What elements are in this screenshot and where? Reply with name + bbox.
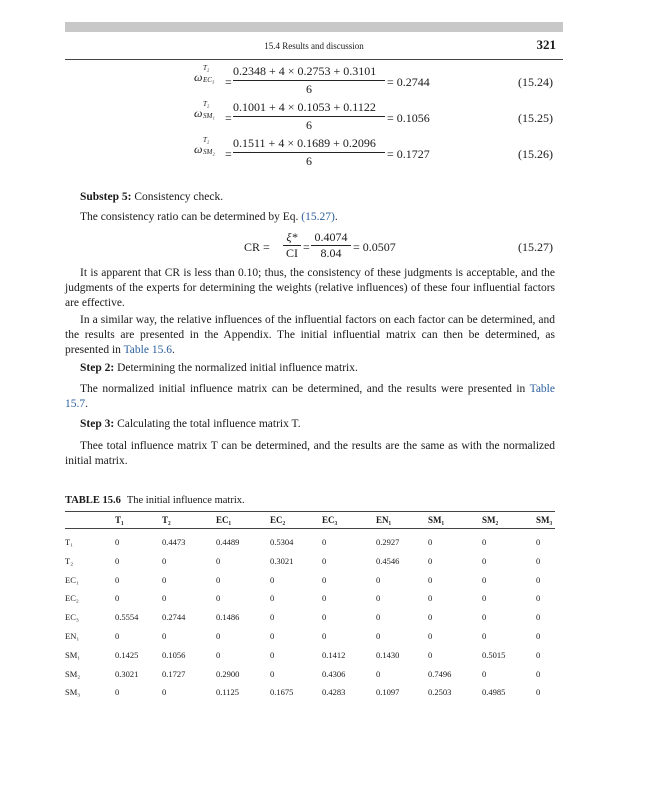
table-cell: 0.5304 bbox=[270, 537, 294, 547]
table-cell: 0 bbox=[536, 687, 541, 698]
table-cell: 0.4473 bbox=[162, 537, 186, 547]
table-cell: 0 bbox=[428, 649, 433, 660]
table-cell: 0 bbox=[270, 593, 275, 604]
table-cell: 0 bbox=[376, 593, 381, 604]
equation-lhs: ω T₂ EC₃ bbox=[194, 64, 215, 84]
table-cell: 0.1486 bbox=[216, 612, 240, 623]
header-rule bbox=[65, 59, 563, 60]
table-cell: 0.5015 bbox=[482, 649, 506, 660]
table-cell: 0.1097 bbox=[376, 687, 400, 698]
table-cell: 0 bbox=[536, 537, 541, 547]
table-cell: 0 bbox=[536, 593, 541, 604]
equation-lhs: ω T₂ SM₁ bbox=[194, 100, 215, 120]
equals-sign: = bbox=[303, 240, 310, 254]
table-cell: 0 bbox=[115, 593, 120, 604]
table-cell: 0 bbox=[482, 612, 487, 623]
table-15-6-link[interactable]: Table 15.6 bbox=[123, 344, 172, 356]
lhs-subscript: EC₃ bbox=[203, 76, 215, 84]
table-caption bbox=[65, 495, 245, 506]
table-cell: 0.4985 bbox=[482, 687, 506, 698]
table-cell: 0.7496 bbox=[428, 668, 452, 679]
paragraph-end: . bbox=[85, 398, 88, 410]
equation-denominator: 6 bbox=[306, 154, 312, 168]
row-header: SM₃ bbox=[65, 687, 81, 698]
table-caption-text: The initial influence matrix. bbox=[126, 495, 245, 506]
equation-15-25 bbox=[0, 100, 648, 140]
table-cell: 0.3021 bbox=[115, 668, 139, 679]
equation-label: (15.26) bbox=[518, 147, 553, 161]
equation-15-26 bbox=[0, 136, 648, 176]
lhs-superscript: T₂ bbox=[203, 136, 210, 144]
table-cell: 0 bbox=[322, 631, 327, 641]
cr-intro-end: . bbox=[334, 211, 338, 223]
top-gray-bar bbox=[65, 22, 563, 32]
paragraph-consistency: It is apparent that CR is less than 0.10; thus, the consistency of these judgments is acceptable, and the judgments of the experts for determining the weights (relative influences) of these four influential factors are effective. bbox=[65, 267, 555, 309]
table-cell: 0 bbox=[482, 537, 487, 547]
table-cell: 0 bbox=[115, 631, 120, 641]
table-cell: 0 bbox=[216, 649, 221, 660]
table-cell: 0 bbox=[376, 668, 381, 679]
table-cell: 0 bbox=[270, 631, 275, 641]
table-cell: 0 bbox=[428, 537, 433, 547]
lhs-subscript: SM₂ bbox=[203, 148, 215, 156]
column-header: T₂ bbox=[162, 515, 171, 525]
equation-label: (15.24) bbox=[518, 75, 553, 89]
table-cell: 0 bbox=[115, 574, 120, 585]
paragraph-total-influence: Thee total influence matrix T can be determined, and the results are the same as with the normalized initial matrix. bbox=[65, 440, 555, 467]
lhs-subscript: SM₁ bbox=[203, 112, 215, 120]
substep-5-label: Substep 5: bbox=[80, 191, 132, 203]
table-cell: 0 bbox=[270, 612, 275, 623]
table-top-rule bbox=[65, 511, 555, 512]
table-cell: 0.1425 bbox=[115, 649, 139, 660]
equals-sign: = bbox=[225, 75, 232, 89]
row-header: SM₁ bbox=[65, 649, 81, 660]
table-cell: 0.2503 bbox=[428, 687, 452, 698]
step-3-label: Step 3: bbox=[80, 418, 115, 430]
step-2-heading bbox=[80, 362, 358, 374]
table-cell: 0.4546 bbox=[376, 555, 400, 566]
fraction-bar bbox=[233, 116, 385, 117]
table-cell: 0 bbox=[322, 537, 327, 547]
fraction-bar bbox=[233, 80, 385, 81]
table-cell: 0.2744 bbox=[162, 612, 186, 623]
table-cell: 0 bbox=[115, 687, 120, 698]
table-cell: 0 bbox=[376, 574, 381, 585]
paragraph-relative-influences bbox=[65, 313, 555, 358]
fraction-bar bbox=[233, 152, 385, 153]
equation-label: (15.27) bbox=[518, 240, 553, 254]
table-cell: 0.1125 bbox=[216, 687, 240, 698]
equation-result: = 0.1727 bbox=[387, 147, 430, 161]
table-cell: 0 bbox=[216, 631, 221, 641]
table-cell: 0 bbox=[162, 593, 167, 604]
table-cell: 0.2900 bbox=[216, 668, 240, 679]
equals-sign: = bbox=[225, 111, 232, 125]
table-cell: 0.4306 bbox=[322, 668, 346, 679]
table-cell: 0 bbox=[322, 593, 327, 604]
column-header: EC₁ bbox=[216, 515, 232, 525]
cr-numerator-1: ξ* bbox=[286, 230, 298, 244]
table-cell: 0 bbox=[376, 631, 381, 641]
equation-15-24 bbox=[0, 64, 648, 104]
table-cell: 0.3021 bbox=[270, 555, 294, 566]
step-3-text: Calculating the total influence matrix T. bbox=[114, 418, 301, 430]
equation-denominator: 6 bbox=[306, 118, 312, 132]
step-3-heading bbox=[80, 418, 301, 430]
equation-denominator: 6 bbox=[306, 82, 312, 96]
table-cell: 0 bbox=[428, 574, 433, 585]
lhs-superscript: T₂ bbox=[203, 64, 210, 72]
table-cell: 0 bbox=[216, 555, 221, 566]
table-header-rule bbox=[65, 528, 555, 529]
paragraph-normalized bbox=[65, 382, 555, 412]
column-header: EC₃ bbox=[322, 515, 338, 525]
column-header: EC₂ bbox=[270, 515, 286, 525]
equation-lhs: ω T₂ SM₂ bbox=[194, 136, 215, 156]
table-cell: 0.2927 bbox=[376, 537, 400, 547]
equation-numerator: 0.1511 + 4 × 0.1689 + 0.2096 bbox=[233, 136, 376, 150]
paragraph-text: In a similar way, the relative influences of the influential factors on each factor can be determined, and the results are presented in the Appendix. The initial influential matrix can then be determined, as presented in bbox=[65, 314, 555, 356]
table-cell: 0 bbox=[115, 537, 120, 547]
step-2-label: Step 2: bbox=[80, 362, 115, 374]
table-cell: 0 bbox=[536, 574, 541, 585]
row-header: T₁ bbox=[65, 537, 74, 547]
table-cell: 0 bbox=[482, 593, 487, 604]
column-header: SM₁ bbox=[428, 515, 445, 525]
cr-intro-text: The consistency ratio can be determined by Eq. bbox=[80, 211, 302, 223]
paragraph-text: The normalized initial influence matrix can be determined, and the results were presented in bbox=[80, 383, 530, 395]
table-cell: 0 bbox=[162, 687, 167, 698]
table-cell: 0 bbox=[270, 574, 275, 585]
lhs-superscript: T₂ bbox=[203, 100, 210, 108]
column-header: T₁ bbox=[115, 515, 124, 525]
table-cell: 0 bbox=[322, 555, 327, 566]
column-header: SM₂ bbox=[482, 515, 499, 525]
table-cell: 0 bbox=[428, 612, 433, 623]
table-cell: 0 bbox=[482, 555, 487, 566]
equation-15-27 bbox=[0, 232, 648, 268]
equation-numerator: 0.1001 + 4 × 0.1053 + 0.1122 bbox=[233, 100, 376, 114]
table-cell: 0.4489 bbox=[216, 537, 240, 547]
row-header: EC₂ bbox=[65, 593, 79, 604]
cr-intro bbox=[80, 211, 338, 223]
table-cell: 0 bbox=[216, 593, 221, 604]
table-cell: 0 bbox=[162, 631, 167, 641]
table-cell: 0.1675 bbox=[270, 687, 294, 698]
table-cell: 0 bbox=[536, 668, 541, 679]
row-header: EN₁ bbox=[65, 631, 80, 641]
substep-5-text: Consistency check. bbox=[131, 191, 224, 203]
column-header: EN₁ bbox=[376, 515, 392, 525]
paragraph-end: . bbox=[171, 344, 175, 356]
table-cell: 0 bbox=[162, 555, 167, 566]
table-cell: 0 bbox=[482, 668, 487, 679]
equation-label: (15.25) bbox=[518, 111, 553, 125]
table-cell: 0 bbox=[536, 612, 541, 623]
table-cell: 0 bbox=[322, 574, 327, 585]
table-cell: 0 bbox=[115, 555, 120, 566]
table-cell: 0 bbox=[376, 612, 381, 623]
row-header: EC₁ bbox=[65, 574, 79, 585]
cr-lhs: CR = bbox=[244, 240, 270, 254]
row-header: EC₃ bbox=[65, 612, 79, 623]
table-cell: 0 bbox=[482, 574, 487, 585]
equation-link[interactable]: (15.27) bbox=[301, 211, 335, 223]
table-cell: 0 bbox=[428, 593, 433, 604]
page-number: 321 bbox=[536, 37, 556, 52]
table-cell: 0.4283 bbox=[322, 687, 346, 698]
table-cell: 0 bbox=[536, 555, 541, 566]
cr-denominator-2: 8.04 bbox=[320, 246, 342, 260]
table-15-7-link[interactable]: Table 15.7 bbox=[65, 383, 555, 410]
table-cell: 0.1412 bbox=[322, 649, 346, 660]
table-cell: 0 bbox=[216, 574, 221, 585]
table-cell: 0 bbox=[536, 631, 541, 641]
cr-denominator-1: CI bbox=[286, 246, 298, 260]
cr-numerator-2: 0.4074 bbox=[314, 230, 348, 244]
table-cell: 0 bbox=[162, 574, 167, 585]
equals-sign: = bbox=[225, 147, 232, 161]
table-cell: 0 bbox=[428, 631, 433, 641]
row-header: SM₂ bbox=[65, 668, 81, 679]
cr-result: = 0.0507 bbox=[353, 240, 396, 254]
table-cell: 0.1727 bbox=[162, 668, 186, 679]
equation-numerator: 0.2348 + 4 × 0.2753 + 0.3101 bbox=[233, 64, 377, 78]
table-cell: 0 bbox=[270, 668, 275, 679]
equation-result: = 0.1056 bbox=[387, 111, 430, 125]
table-cell: 0 bbox=[536, 649, 541, 660]
step-2-text: Determining the normalized initial influence matrix. bbox=[114, 362, 358, 374]
table-cell: 0.1056 bbox=[162, 649, 186, 660]
table-cell: 0 bbox=[482, 631, 487, 641]
equation-result: = 0.2744 bbox=[387, 75, 430, 89]
running-head: 15.4 Results and discussion bbox=[264, 41, 364, 51]
column-header: SM₃ bbox=[536, 515, 553, 525]
row-header: T₂ bbox=[65, 555, 74, 566]
table-cell: 0 bbox=[270, 649, 275, 660]
table-cell: 0 bbox=[322, 612, 327, 623]
table-cell: 0 bbox=[428, 555, 433, 566]
table-cell: 0.1430 bbox=[376, 649, 400, 660]
table-cell: 0.5554 bbox=[115, 612, 139, 623]
table-label: TABLE 15.6 bbox=[65, 495, 121, 506]
substep-5-heading bbox=[80, 191, 223, 203]
